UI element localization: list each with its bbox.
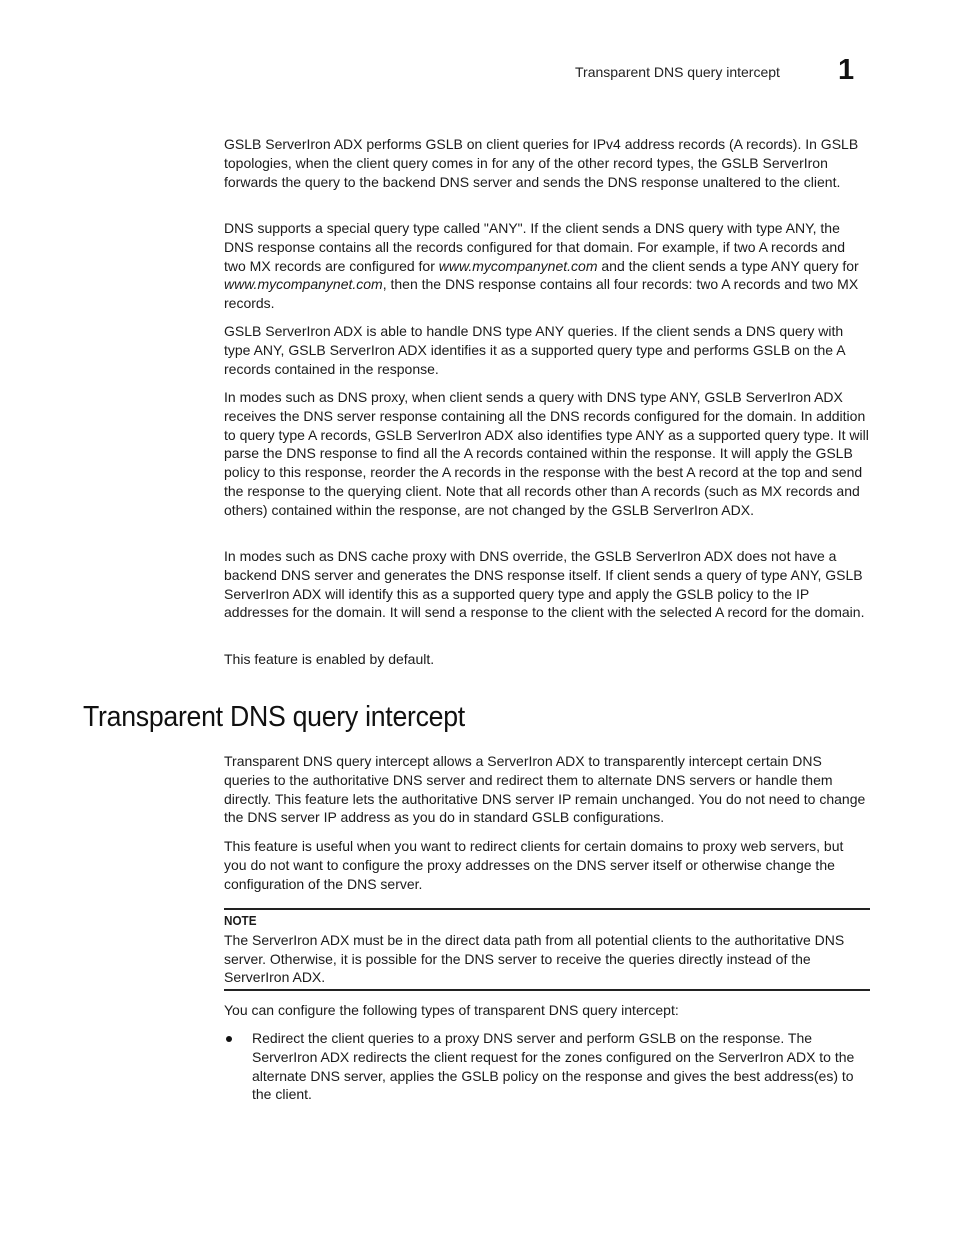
- paragraph-text: In modes such as DNS proxy, when client sends a query with DNS type ANY, GSLB ServerIron ADX receives the DNS server response containing all the DNS records configured for the domain. In addition to query type A records, GSLB ServerIron ADX also identifies type ANY as a supported query type. It will parse the DNS response to find all the A records contained within the response. It will apply the GSLB policy to this response, reorder the A records in the response with the best A record at the top and send the response to the querying client. Note that all records other than A records (such as MX records and others) contained within the response, are not changed by the GSLB ServerIron ADX.: [224, 389, 869, 518]
- domain-italic: www.mycompanynet.com: [438, 257, 598, 274]
- chapter-number: 1: [838, 54, 855, 86]
- list-item-text: Redirect the client queries to a proxy DNS server and perform GSLB on the response. The ServerIron ADX redirects the client request for the zones configured on the ServerIron ADX to the alternate DNS server, applies the GSLB policy on the response and gives the best address(es) to the client.: [252, 1030, 855, 1103]
- types-intro: [224, 1001, 869, 1020]
- note-box: [224, 908, 870, 991]
- intro-paragraph-any-query: [224, 219, 869, 313]
- intro-paragraph-any-support: [224, 322, 869, 378]
- paragraph-text: This feature is useful when you want to redirect clients for certain domains to proxy web servers, but you do not want to configure the proxy addresses on the DNS server itself or otherwise change the configuration of the DNS server.: [224, 838, 844, 892]
- note-text: The ServerIron ADX must be in the direct data path from all potential clients to the authoritative DNS server. Otherwise, it is possible for the DNS server to receive the queries directly instead of the ServerIron ADX.: [224, 931, 845, 986]
- bullet-icon: [226, 1036, 232, 1042]
- text-run: and the client sends a type ANY query for: [597, 257, 859, 274]
- bullet-list: [224, 1029, 869, 1104]
- paragraph-text: GSLB ServerIron ADX performs GSLB on client queries for IPv4 address records (A records). In GSLB topologies, when the client query comes in for any of the other record types, the GSLB ServerIron forwards the query to the backend DNS server and sends the DNS response unaltered to the client.: [224, 136, 859, 190]
- note-label: NOTE: [224, 913, 257, 928]
- paragraph-text: In modes such as DNS cache proxy with DNS override, the GSLB ServerIron ADX does not have a backend DNS server and generates the DNS response itself. If client sends a query of type ANY, GSLB ServerIron ADX will identify this as a supported query type and apply the GSLB policy to the IP addresses for the domain. It will send a response to the client with the selected A record for the domain.: [224, 548, 865, 621]
- paragraph-text: This feature is enabled by default.: [224, 651, 435, 667]
- text-run: DNS supports a special query type called "ANY". If the client sends a DNS query with type ANY, the DNS response contains all the records configured for that domain. For example, if two A records and two MX records are configured for: [224, 220, 845, 274]
- intro-paragraph-record-types: [224, 135, 869, 191]
- section-paragraph-usefulness: [224, 837, 869, 893]
- intro-paragraph-cache-proxy: [224, 547, 869, 622]
- section-paragraph-overview: [224, 752, 869, 827]
- intro-paragraph-default: [224, 650, 869, 669]
- intro-paragraph-dns-proxy: [224, 388, 869, 520]
- domain-italic: www.mycompanynet.com: [224, 276, 383, 293]
- paragraph-text: GSLB ServerIron ADX is able to handle DNS type ANY queries. If the client sends a DNS query with type ANY, GSLB ServerIron ADX identifies it as a supported query type and performs GSLB on the A records contained in the response.: [224, 323, 845, 377]
- section-heading: Transparent DNS query intercept: [83, 701, 465, 733]
- paragraph-text: You can configure the following types of transparent DNS query intercept:: [224, 1002, 679, 1018]
- paragraph-text: Transparent DNS query intercept allows a ServerIron ADX to transparently intercept certain DNS queries to the authoritative DNS server and redirect them to alternate DNS servers or handle them directly. This feature lets the authoritative DNS server IP remain unchanged. You do not need to change the DNS server IP address as you do in standard GSLB configurations.: [224, 753, 866, 826]
- paragraph-text: [224, 219, 869, 313]
- running-header-title: Transparent DNS query intercept: [575, 64, 780, 80]
- list-item: [224, 1029, 869, 1104]
- text-run: , then the DNS response contains all four records: two A records and two MX records.: [224, 276, 859, 312]
